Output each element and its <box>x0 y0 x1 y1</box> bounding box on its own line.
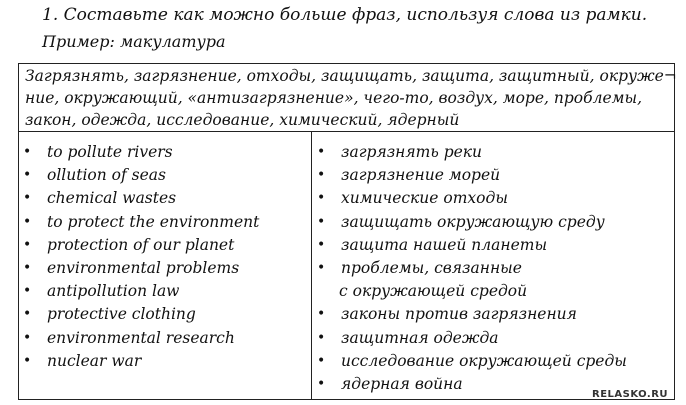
bullet-icon: • <box>317 167 326 184</box>
phrase-table: • to pollute rivers • ollution of seas • chemical wastes • to protect the environment • protection of our planet • environmental problems • antipollution law • protective clothing • environmental research • nuclear war • загрязнять реки • загрязнение морей • химические отходы • защищать окружающую среду • защита нашей планеты • проблемы, связанные с окружающей средой • законы против загрязнения • защитная одежда • исследование окружающей среды • ядерная война <box>18 131 675 400</box>
bullet-icon: • <box>23 190 32 207</box>
column-divider <box>311 131 312 400</box>
bullet-icon: • <box>23 167 32 184</box>
bullet-icon: • <box>23 213 32 230</box>
bullet-icon: • <box>317 259 326 276</box>
bullet-icon: • <box>23 306 32 323</box>
task-title: 1. Составьте как можно больше фраз, используя слова из рамки. <box>42 5 648 25</box>
bullet-icon: • <box>23 236 32 253</box>
bullet-icon: • <box>23 352 32 369</box>
bullet-icon: • <box>317 375 326 392</box>
bullet-icon: • <box>317 352 326 369</box>
word-box-line: Загрязнять, загрязнение, отходы, защищать, защита, защитный, окруже¬ <box>25 67 677 85</box>
bullet-icon: • <box>23 283 32 300</box>
bullet-icon: • <box>317 213 326 230</box>
word-box <box>18 63 675 132</box>
watermark: RELASKO.RU <box>592 389 669 400</box>
bullet-icon: • <box>317 190 326 207</box>
bullet-icon: • <box>317 144 326 160</box>
bullet-icon: • <box>317 306 326 323</box>
bullet-icon: • <box>23 144 32 160</box>
word-box-line: ние, окружающий, «антизагрязнение», чего-то, воздух, море, проблемы, <box>25 89 643 107</box>
bullet-icon: • <box>317 329 326 346</box>
word-box-line: закон, одежда, исследование, химический, ядерный <box>25 111 460 129</box>
bullet-icon: • <box>23 329 32 346</box>
bullet-icon: • <box>317 236 326 253</box>
bullet-icon: • <box>23 259 32 276</box>
example-line: Пример: макулатура <box>42 32 226 51</box>
